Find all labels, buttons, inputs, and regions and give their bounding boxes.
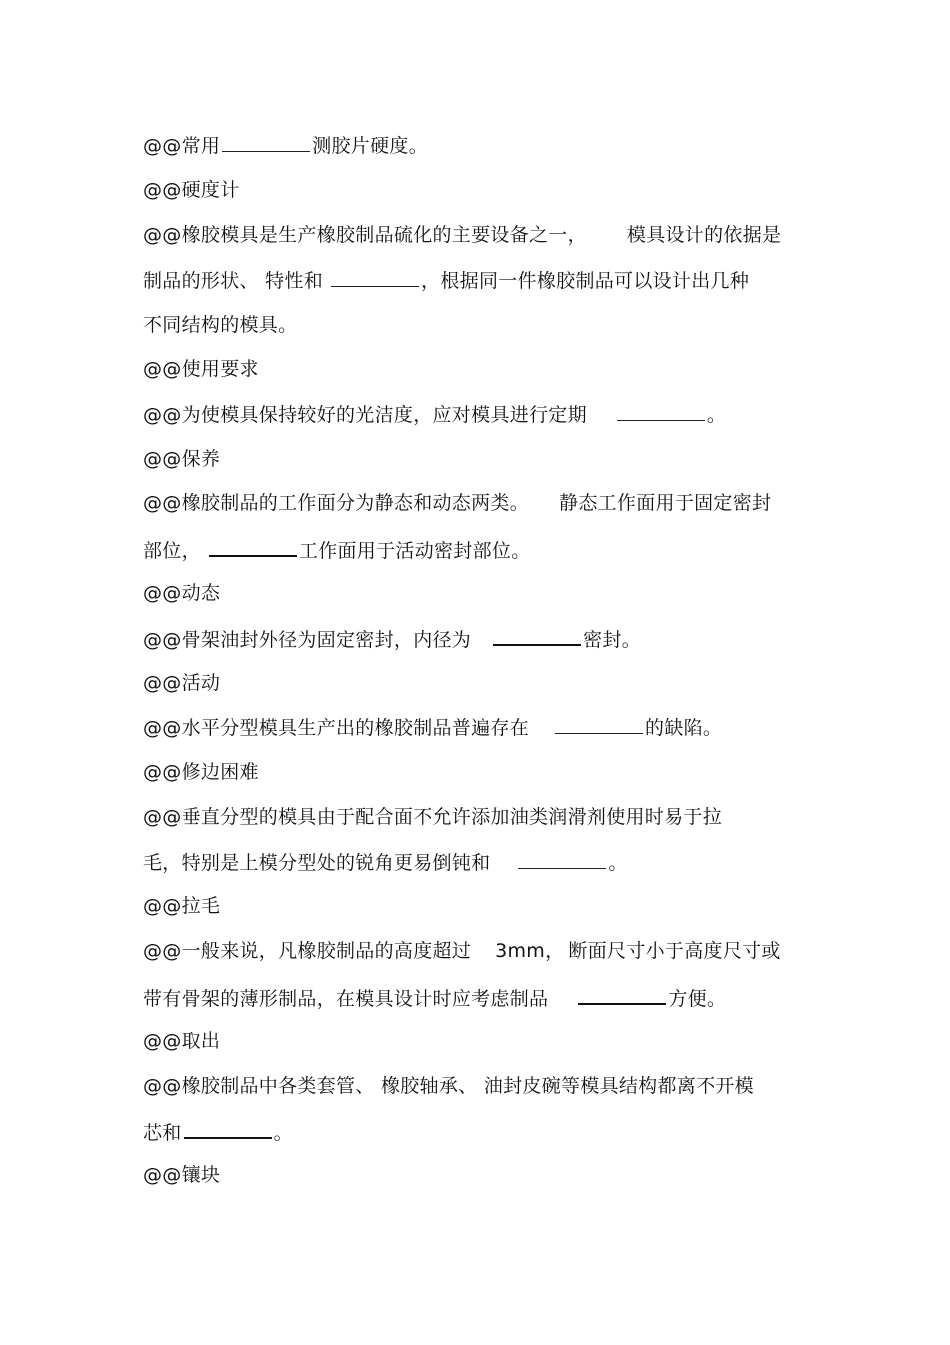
answer-line-7: @@拉毛 bbox=[143, 895, 221, 917]
question-line-8a: @@一般来说，凡橡胶制品的高度超过 3mm， 断面尺寸小于高度尺寸或 bbox=[143, 940, 781, 962]
question-line-7b: 毛，特别是上模分型处的锐角更易倒钝和 。 bbox=[143, 852, 628, 874]
answer-line-9: @@镶块 bbox=[143, 1164, 221, 1186]
answer-line-8: @@取出 bbox=[143, 1030, 221, 1052]
answer-line-5: @@活动 bbox=[143, 672, 221, 694]
question-line-5: @@骨架油封外径为固定密封，内径为 密封。 bbox=[143, 626, 641, 652]
answer-blank bbox=[331, 268, 419, 287]
answer-blank bbox=[578, 985, 666, 1005]
question-line-9b: 芯和 。 bbox=[143, 1119, 293, 1145]
answer-blank bbox=[518, 850, 606, 869]
answer-line-3: @@保养 bbox=[143, 448, 221, 470]
answer-blank bbox=[209, 537, 297, 557]
question-line-4b: 部位， 工作面用于活动密封部位。 bbox=[143, 537, 531, 563]
answer-blank bbox=[184, 1119, 272, 1139]
question-line-2b: 制品的形状、 特性和 ，根据同一件橡胶制品可以设计出几种 bbox=[143, 270, 750, 292]
answer-line-6: @@修边困难 bbox=[143, 761, 259, 783]
answer-blank bbox=[222, 133, 310, 152]
question-line-7a: @@垂直分型的模具由于配合面不允许添加油类润滑剂使用时易于拉 bbox=[143, 806, 723, 828]
question-line-2a: @@橡胶模具是生产橡胶制品硫化的主要设备之一， 模具设计的依据是 bbox=[143, 224, 782, 246]
question-line-9a: @@橡胶制品中各类套管、 橡胶轴承、 油封皮碗等模具结构都离不开模 bbox=[143, 1075, 754, 1097]
question-line-3: @@为使模具保持较好的光洁度，应对模具进行定期 。 bbox=[143, 404, 727, 426]
answer-line-4: @@动态 bbox=[143, 582, 221, 604]
answer-blank bbox=[617, 402, 705, 421]
answer-blank bbox=[493, 626, 581, 646]
question-line-8b: 带有骨架的薄形制品，在模具设计时应考虑制品 方便。 bbox=[143, 985, 726, 1011]
question-line-2c: 不同结构的模具。 bbox=[143, 314, 298, 336]
answer-line-2: @@使用要求 bbox=[143, 358, 259, 380]
question-line-1: @@常用 测胶片硬度。 bbox=[143, 135, 429, 157]
answer-line-1: @@硬度计 bbox=[143, 179, 240, 201]
question-line-4a: @@橡胶制品的工作面分为静态和动态两类。 静态工作面用于固定密封 bbox=[143, 492, 772, 514]
answer-blank bbox=[555, 715, 643, 734]
question-line-6: @@水平分型模具生产出的橡胶制品普遍存在 的缺陷。 bbox=[143, 717, 723, 739]
